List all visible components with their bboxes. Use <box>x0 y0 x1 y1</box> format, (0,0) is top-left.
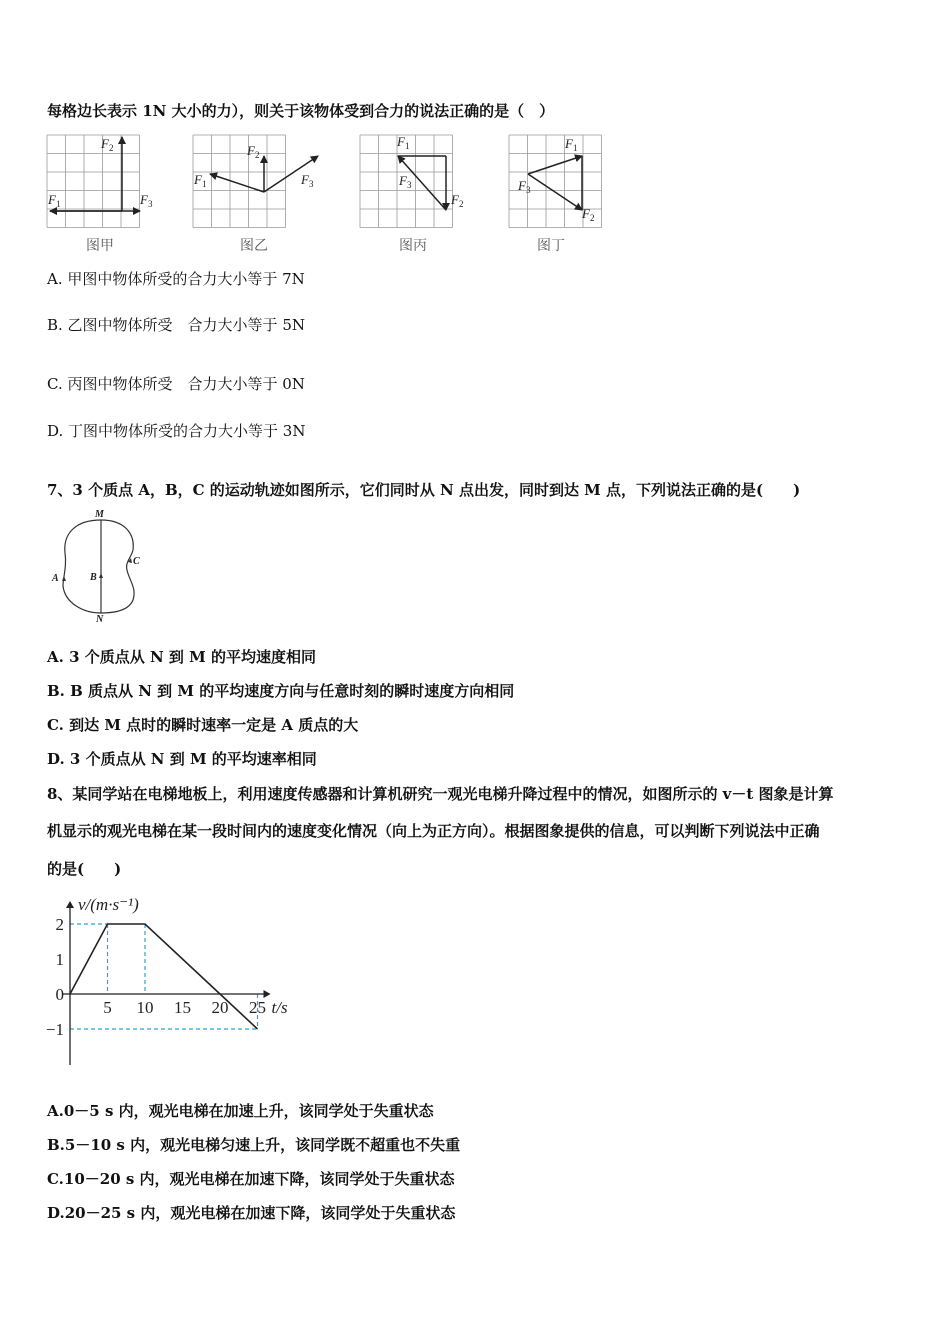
q7-option-a: A. 3 个质点从 N 到 M 的平均速度相同 <box>47 648 316 666</box>
y-tick-label: −1 <box>45 1020 64 1039</box>
force-diagrams <box>40 130 620 260</box>
x-tick-label: 10 <box>136 998 154 1017</box>
y-tick-label: 1 <box>55 950 64 969</box>
path-c-label: C <box>133 556 140 567</box>
q7-option-d: D. 3 个质点从 N 到 M 的平均速率相同 <box>47 750 317 768</box>
force-arrow-f1 <box>528 156 582 174</box>
force-arrow-f2 <box>528 174 582 210</box>
label-f3: $F_3$ <box>518 178 531 195</box>
q8-stem-line2: 机显示的观光电梯在某一段时间内的速度变化情况（向上为正方向）。根据图象提供的信息，可以判断下列说法中正确 <box>47 822 820 840</box>
label-f3: $F_3$ <box>301 172 314 189</box>
q8-stem-line3: 的是( ) <box>47 860 122 878</box>
velocity-series <box>70 924 258 1029</box>
q8-option-a: A.0－5 s 内，观光电梯在加速上升，该同学处于失重状态 <box>47 1102 434 1120</box>
q6-option-b: B. 乙图中物体所受 合力大小等于 5N <box>47 316 305 334</box>
x-tick-label: 20 <box>211 998 229 1017</box>
label-f1: $F_1$ <box>397 134 410 151</box>
label-f2: $F_2$ <box>247 143 260 160</box>
caption-yi: 图乙 <box>240 238 268 254</box>
q6-option-a: A. 甲图中物体所受的合力大小等于 7N <box>47 270 305 288</box>
q6-option-c: C. 丙图中物体所受 合力大小等于 0N <box>47 375 305 393</box>
q8-option-b: B.5－10 s 内，观光电梯匀速上升，该同学既不超重也不失重 <box>47 1136 461 1154</box>
trajectory-a <box>63 520 101 613</box>
q8-option-d: D.20－25 s 内，观光电梯在加速下降，该同学处于失重状态 <box>47 1204 456 1222</box>
label-f3: $F_3$ <box>140 192 153 209</box>
label-f2: $F_2$ <box>582 206 595 223</box>
q7-trajectory-figure <box>45 508 155 628</box>
q6-option-d: D. 丁图中物体所受的合力大小等于 3N <box>47 422 306 440</box>
point-m-label: M <box>95 509 104 520</box>
x-axis-label: t/s <box>271 998 288 1017</box>
point-n-label: N <box>96 614 104 625</box>
vt-chart <box>40 885 310 1070</box>
trajectory-c <box>101 520 134 613</box>
x-tick-label: 15 <box>174 998 191 1017</box>
label-f3: $F_3$ <box>399 173 412 190</box>
label-f1: $F_1$ <box>565 136 578 153</box>
caption-ding: 图丁 <box>537 238 565 254</box>
force-arrow-f1 <box>210 174 264 192</box>
label-f2: $F_2$ <box>101 136 114 153</box>
q7-option-b: B. B 质点从 N 到 M 的平均速度方向与任意时刻的瞬时速度方向相同 <box>47 682 515 700</box>
path-b-label: B <box>90 572 97 583</box>
caption-jia: 图甲 <box>86 238 114 254</box>
label-f1: $F_1$ <box>48 192 61 209</box>
figure-bing <box>396 134 463 254</box>
caption-bing: 图丙 <box>399 238 427 254</box>
q7-stem: 7、3 个质点 A，B，C 的运动轨迹如图所示，它们同时从 N 点出发，同时到达 M 点，下列说法正确的是( ) <box>47 481 801 499</box>
y-axis-label: v/(m·s⁻¹) <box>78 895 139 914</box>
q8-stem-line1: 8、某同学站在电梯地板上，利用速度传感器和计算机研究一观光电梯升降过程中的情况，如图所示的 v－t 图象是计算 <box>47 785 834 803</box>
label-f1: $F_1$ <box>194 172 207 189</box>
q8-option-c: C.10－20 s 内，观光电梯在加速下降，该同学处于失重状态 <box>47 1170 455 1188</box>
q7-option-c: C. 到达 M 点时的瞬时速率一定是 A 质点的大 <box>47 716 359 734</box>
x-tick-label: 5 <box>103 998 112 1017</box>
intro-text: 每格边长表示 1N 大小的力），则关于该物体受到合力的说法正确的是（ ） <box>47 102 555 120</box>
path-a-label: A <box>52 573 59 584</box>
y-tick-label: 0 <box>55 985 64 1004</box>
y-tick-label: 2 <box>55 915 64 934</box>
x-tick-label: 25 <box>249 998 266 1017</box>
label-f2: $F_2$ <box>451 192 464 209</box>
